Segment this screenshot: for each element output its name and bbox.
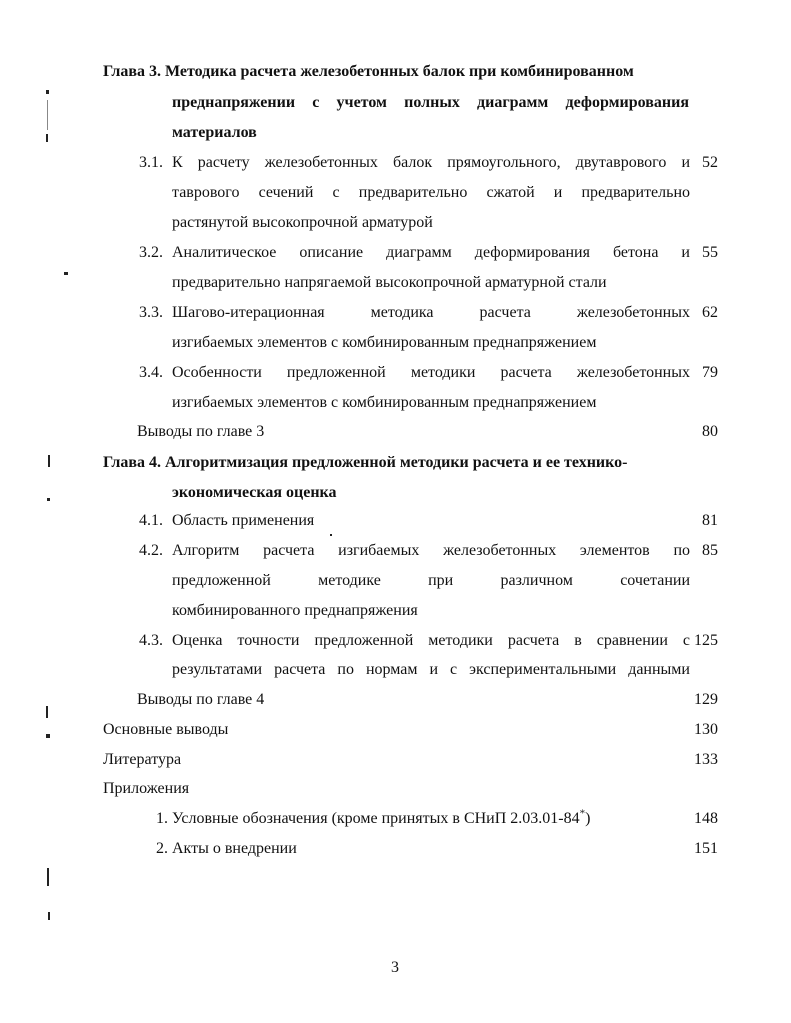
toc-item-page: 80 <box>702 423 718 440</box>
toc-item-line: изгибаемых элементов с комбинированным преднапряжением <box>172 334 597 351</box>
chapter-3-heading-line-1: Глава 3. Методика расчета железобетонных балок при комбинированном <box>103 63 634 80</box>
toc-item-number: 4.2. <box>139 542 163 559</box>
scan-artifact <box>46 706 48 718</box>
toc-item-line: комбинированного преднапряжения <box>172 602 418 619</box>
toc-item-page: 52 <box>702 154 718 171</box>
toc-item-number: 4.3. <box>139 632 163 649</box>
toc-item-page: 81 <box>702 512 718 529</box>
toc-item-page: 129 <box>694 691 718 708</box>
chapter-4-heading-line-1: Глава 4. Алгоритмизация предложенной методики расчета и ее технико- <box>103 454 628 471</box>
toc-item-line: изгибаемых элементов с комбинированным преднапряжением <box>172 394 597 411</box>
scan-artifact <box>330 534 332 536</box>
toc-item-page: 148 <box>694 810 718 827</box>
toc-item-line: Оценка точности предложенной методики расчета в сравнении с <box>172 632 690 649</box>
toc-item-page: 85 <box>702 542 718 559</box>
toc-item-page: 79 <box>702 364 718 381</box>
chapter-3-conclusions: Выводы по главе 3 <box>137 423 265 440</box>
toc-item-number: 3.1. <box>139 154 163 171</box>
toc-item-number: 3.4. <box>139 364 163 381</box>
toc-item-page: 130 <box>694 721 718 738</box>
toc-item-line: результатами расчета по нормам и с экспериментальными данными <box>172 661 690 678</box>
appendices-heading: Приложения <box>103 780 190 797</box>
toc-item-line: Особенности предложенной методики расчета железобетонных <box>172 364 690 381</box>
toc-item-page: 133 <box>694 751 718 768</box>
chapter-3-heading-line-3: материалов <box>172 124 257 141</box>
toc-item-number: 2. <box>156 840 168 857</box>
page-number: 3 <box>391 959 399 976</box>
scan-artifact <box>47 868 49 886</box>
toc-item-line: предварительно напрягаемой высокопрочной арматурной стали <box>172 274 607 291</box>
chapter-4-conclusions: Выводы по главе 4 <box>137 691 265 708</box>
toc-item-page: 55 <box>702 244 718 261</box>
toc-item-number: 3.3. <box>139 304 163 321</box>
scan-artifact <box>46 734 50 738</box>
toc-item-line: Алгоритм расчета изгибаемых железобетонных элементов по <box>172 542 690 559</box>
toc-item-line: К расчету железобетонных балок прямоугольного, двутаврового и <box>172 154 690 171</box>
toc-item-line: Аналитическое описание диаграмм деформирования бетона и <box>172 244 690 261</box>
toc-item-page: 151 <box>694 840 718 857</box>
literature: Литература <box>103 751 182 768</box>
appendix-1-superscript: * <box>579 807 586 820</box>
toc-item-number: 3.2. <box>139 244 163 261</box>
scan-artifact <box>64 272 68 275</box>
toc-item-page: 62 <box>702 304 718 321</box>
toc-item-page: 125 <box>694 632 718 649</box>
scan-artifact <box>47 498 50 501</box>
toc-item-number: 4.1. <box>139 512 163 529</box>
main-conclusions: Основные выводы <box>103 721 229 738</box>
scan-artifact <box>46 90 49 94</box>
scan-artifact <box>47 100 48 130</box>
toc-item-line: таврового сечений с предварительно сжатой и предварительно <box>172 184 690 201</box>
toc-item-line: Акты о внедрении <box>172 840 297 857</box>
appendix-1-text: Условные обозначения (кроме принятых в СНиП 2.03.01-84 <box>172 810 580 827</box>
scan-artifact <box>48 455 50 467</box>
toc-item-number: 1. <box>156 810 168 827</box>
appendix-1-close: ) <box>585 810 591 827</box>
toc-item-line: растянутой высокопрочной арматурой <box>172 214 433 231</box>
toc-item-line: предложенной методике при различном сочетании <box>172 572 690 589</box>
scan-artifact <box>46 134 48 142</box>
chapter-3-heading-line-2: преднапряжении с учетом полных диаграмм деформирования <box>172 94 689 111</box>
scan-artifact <box>48 912 50 920</box>
toc-item-line <box>172 809 590 829</box>
toc-item-line: Шагово-итерационная методика расчета железобетонных <box>172 304 690 321</box>
chapter-4-heading-line-2: экономическая оценка <box>172 484 337 501</box>
toc-item-line: Область применения <box>172 512 315 529</box>
